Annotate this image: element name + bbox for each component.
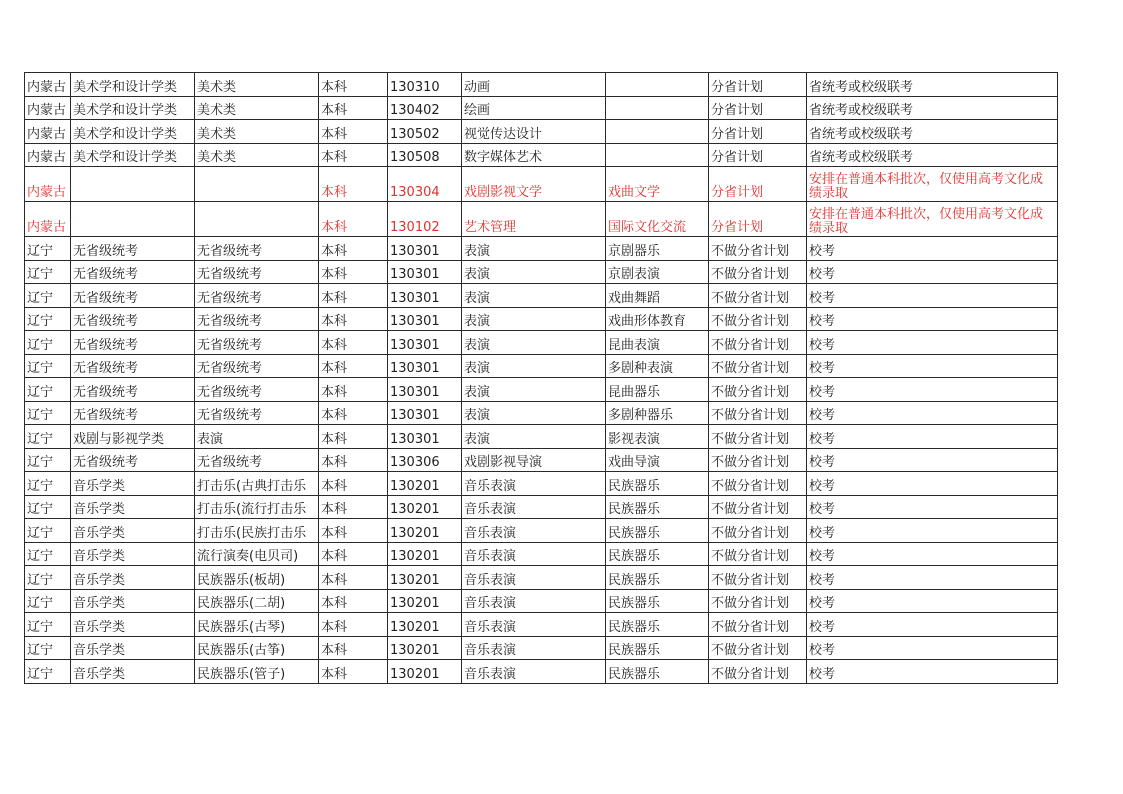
cell-direction[interactable]: 民族器乐 — [606, 660, 709, 684]
cell-direction[interactable]: 民族器乐 — [606, 472, 709, 496]
cell-major[interactable]: 艺术管理 — [462, 202, 606, 237]
cell-direction[interactable]: 戏曲文学 — [606, 167, 709, 202]
table-row — [25, 284, 1058, 308]
cell-exam[interactable]: 省统考或校级联考 — [807, 120, 1058, 144]
cell-level[interactable]: 本科 — [319, 260, 388, 284]
cell-exam[interactable]: 校考 — [807, 613, 1058, 637]
cell-province[interactable]: 辽宁 — [25, 378, 71, 402]
cell-direction[interactable]: 民族器乐 — [606, 519, 709, 543]
cell-plan[interactable]: 不做分省计划 — [709, 472, 807, 496]
cell-code[interactable]: 130508 — [388, 143, 462, 167]
cell-plan[interactable]: 不做分省计划 — [709, 660, 807, 684]
cell-level[interactable]: 本科 — [319, 660, 388, 684]
cell-level[interactable]: 本科 — [319, 96, 388, 120]
cell-exam[interactable]: 校考 — [807, 307, 1058, 331]
cell-major[interactable]: 视觉传达设计 — [462, 120, 606, 144]
cell-plan[interactable]: 分省计划 — [709, 202, 807, 237]
cell-subcategory[interactable]: 美术类 — [195, 143, 319, 167]
cell-level[interactable]: 本科 — [319, 284, 388, 308]
cell-major[interactable]: 表演 — [462, 307, 606, 331]
cell-exam[interactable]: 校考 — [807, 425, 1058, 449]
cell-major[interactable]: 戏剧影视文学 — [462, 167, 606, 202]
cell-code[interactable]: 130310 — [388, 73, 462, 97]
cell-code[interactable]: 130201 — [388, 472, 462, 496]
table-row — [25, 202, 1058, 237]
cell-major[interactable]: 表演 — [462, 401, 606, 425]
cell-plan[interactable]: 不做分省计划 — [709, 378, 807, 402]
table-row — [25, 331, 1058, 355]
cell-province[interactable]: 内蒙古 — [25, 96, 71, 120]
table-row — [25, 495, 1058, 519]
cell-exam[interactable]: 校考 — [807, 589, 1058, 613]
cell-category[interactable]: 音乐学类 — [71, 472, 195, 496]
cell-major[interactable]: 动画 — [462, 73, 606, 97]
cell-category[interactable]: 戏剧与影视学类 — [71, 425, 195, 449]
cell-level[interactable]: 本科 — [319, 401, 388, 425]
cell-code[interactable]: 130502 — [388, 120, 462, 144]
cell-subcategory[interactable]: 无省级统考 — [195, 378, 319, 402]
cell-plan[interactable]: 不做分省计划 — [709, 589, 807, 613]
cell-major[interactable]: 表演 — [462, 284, 606, 308]
cell-plan[interactable]: 不做分省计划 — [709, 613, 807, 637]
cell-plan[interactable]: 分省计划 — [709, 120, 807, 144]
cell-major[interactable]: 数字媒体艺术 — [462, 143, 606, 167]
cell-major[interactable]: 表演 — [462, 237, 606, 261]
cell-province[interactable]: 辽宁 — [25, 354, 71, 378]
cell-category[interactable] — [71, 167, 195, 202]
cell-exam[interactable]: 安排在普通本科批次，仅使用高考文化成绩录取 — [807, 167, 1058, 202]
table-row — [25, 566, 1058, 590]
cell-major[interactable]: 表演 — [462, 425, 606, 449]
cell-direction[interactable]: 民族器乐 — [606, 613, 709, 637]
cell-subcategory[interactable]: 打击乐(民族打击乐 — [195, 519, 319, 543]
cell-exam[interactable]: 安排在普通本科批次，仅使用高考文化成绩录取 — [807, 202, 1058, 237]
cell-exam[interactable]: 校考 — [807, 636, 1058, 660]
cell-subcategory[interactable]: 无省级统考 — [195, 260, 319, 284]
cell-code[interactable]: 130301 — [388, 237, 462, 261]
cell-category[interactable]: 音乐学类 — [71, 566, 195, 590]
cell-exam[interactable]: 校考 — [807, 237, 1058, 261]
cell-major[interactable]: 音乐表演 — [462, 519, 606, 543]
cell-province[interactable]: 辽宁 — [25, 331, 71, 355]
cell-plan[interactable]: 不做分省计划 — [709, 519, 807, 543]
cell-code[interactable]: 130306 — [388, 448, 462, 472]
cell-code[interactable]: 130301 — [388, 425, 462, 449]
cell-code[interactable]: 130301 — [388, 401, 462, 425]
cell-category[interactable]: 无省级统考 — [71, 378, 195, 402]
cell-level[interactable]: 本科 — [319, 495, 388, 519]
cell-category[interactable]: 美术学和设计学类 — [71, 96, 195, 120]
cell-major[interactable]: 音乐表演 — [462, 566, 606, 590]
cell-plan[interactable]: 不做分省计划 — [709, 354, 807, 378]
cell-exam[interactable]: 校考 — [807, 660, 1058, 684]
cell-subcategory[interactable]: 民族器乐(二胡) — [195, 589, 319, 613]
table-row — [25, 401, 1058, 425]
cell-direction[interactable] — [606, 73, 709, 97]
cell-direction[interactable]: 多剧种器乐 — [606, 401, 709, 425]
cell-subcategory[interactable]: 民族器乐(古琴) — [195, 613, 319, 637]
cell-plan[interactable]: 不做分省计划 — [709, 542, 807, 566]
cell-major[interactable]: 音乐表演 — [462, 636, 606, 660]
cell-plan[interactable]: 不做分省计划 — [709, 260, 807, 284]
cell-exam[interactable]: 校考 — [807, 260, 1058, 284]
table-body — [25, 73, 1058, 684]
cell-code[interactable]: 130201 — [388, 660, 462, 684]
cell-exam[interactable]: 校考 — [807, 378, 1058, 402]
table-row — [25, 519, 1058, 543]
cell-subcategory[interactable]: 无省级统考 — [195, 448, 319, 472]
cell-code[interactable]: 130304 — [388, 167, 462, 202]
cell-plan[interactable]: 不做分省计划 — [709, 425, 807, 449]
cell-subcategory[interactable]: 美术类 — [195, 96, 319, 120]
cell-plan[interactable]: 分省计划 — [709, 96, 807, 120]
cell-code[interactable]: 130201 — [388, 566, 462, 590]
cell-direction[interactable]: 昆曲表演 — [606, 331, 709, 355]
cell-category[interactable]: 音乐学类 — [71, 519, 195, 543]
cell-major[interactable]: 音乐表演 — [462, 542, 606, 566]
cell-direction[interactable]: 京剧器乐 — [606, 237, 709, 261]
cell-category[interactable]: 无省级统考 — [71, 331, 195, 355]
cell-plan[interactable]: 分省计划 — [709, 143, 807, 167]
table-row — [25, 260, 1058, 284]
cell-province[interactable]: 辽宁 — [25, 566, 71, 590]
cell-exam[interactable]: 省统考或校级联考 — [807, 143, 1058, 167]
cell-subcategory[interactable]: 无省级统考 — [195, 307, 319, 331]
cell-level[interactable]: 本科 — [319, 143, 388, 167]
table-row — [25, 660, 1058, 684]
cell-plan[interactable]: 不做分省计划 — [709, 448, 807, 472]
cell-code[interactable]: 130201 — [388, 589, 462, 613]
cell-exam[interactable]: 校考 — [807, 331, 1058, 355]
cell-province[interactable]: 辽宁 — [25, 472, 71, 496]
cell-category[interactable]: 美术学和设计学类 — [71, 143, 195, 167]
cell-subcategory[interactable]: 打击乐(流行打击乐 — [195, 495, 319, 519]
cell-plan[interactable]: 不做分省计划 — [709, 331, 807, 355]
cell-code[interactable]: 130301 — [388, 307, 462, 331]
table-row — [25, 307, 1058, 331]
cell-level[interactable]: 本科 — [319, 425, 388, 449]
cell-direction[interactable]: 多剧种表演 — [606, 354, 709, 378]
cell-level[interactable]: 本科 — [319, 519, 388, 543]
cell-category[interactable]: 音乐学类 — [71, 636, 195, 660]
cell-direction[interactable]: 民族器乐 — [606, 566, 709, 590]
cell-code[interactable]: 130402 — [388, 96, 462, 120]
cell-subcategory[interactable]: 美术类 — [195, 73, 319, 97]
cell-level[interactable]: 本科 — [319, 542, 388, 566]
table-row — [25, 589, 1058, 613]
cell-category[interactable]: 音乐学类 — [71, 613, 195, 637]
cell-category[interactable]: 音乐学类 — [71, 660, 195, 684]
cell-province[interactable]: 内蒙古 — [25, 120, 71, 144]
cell-province[interactable]: 辽宁 — [25, 519, 71, 543]
table-row — [25, 167, 1058, 202]
table-row — [25, 73, 1058, 97]
cell-direction[interactable]: 戏曲形体教育 — [606, 307, 709, 331]
cell-province[interactable]: 辽宁 — [25, 495, 71, 519]
cell-province[interactable]: 辽宁 — [25, 260, 71, 284]
cell-plan[interactable]: 不做分省计划 — [709, 237, 807, 261]
cell-province[interactable]: 内蒙古 — [25, 143, 71, 167]
cell-category[interactable]: 音乐学类 — [71, 589, 195, 613]
cell-level[interactable]: 本科 — [319, 448, 388, 472]
cell-direction[interactable]: 京剧表演 — [606, 260, 709, 284]
cell-exam[interactable]: 省统考或校级联考 — [807, 73, 1058, 97]
cell-level[interactable]: 本科 — [319, 354, 388, 378]
cell-code[interactable]: 130201 — [388, 613, 462, 637]
cell-level[interactable]: 本科 — [319, 589, 388, 613]
cell-major[interactable]: 戏剧影视导演 — [462, 448, 606, 472]
table-row — [25, 542, 1058, 566]
cell-subcategory[interactable]: 表演 — [195, 425, 319, 449]
cell-level[interactable]: 本科 — [319, 636, 388, 660]
cell-province[interactable]: 辽宁 — [25, 425, 71, 449]
table-row — [25, 636, 1058, 660]
table-row — [25, 448, 1058, 472]
table-row — [25, 613, 1058, 637]
cell-category[interactable]: 音乐学类 — [71, 495, 195, 519]
table-row — [25, 120, 1058, 144]
cell-exam[interactable]: 校考 — [807, 354, 1058, 378]
cell-code[interactable]: 130301 — [388, 331, 462, 355]
cell-direction[interactable]: 民族器乐 — [606, 636, 709, 660]
cell-plan[interactable]: 分省计划 — [709, 73, 807, 97]
cell-subcategory[interactable]: 打击乐(古典打击乐 — [195, 472, 319, 496]
table-row — [25, 378, 1058, 402]
table-row — [25, 237, 1058, 261]
cell-subcategory[interactable] — [195, 167, 319, 202]
cell-plan[interactable]: 不做分省计划 — [709, 636, 807, 660]
cell-direction[interactable]: 影视表演 — [606, 425, 709, 449]
cell-code[interactable]: 130201 — [388, 636, 462, 660]
cell-category[interactable]: 无省级统考 — [71, 354, 195, 378]
cell-code[interactable]: 130201 — [388, 542, 462, 566]
cell-level[interactable]: 本科 — [319, 472, 388, 496]
cell-level[interactable]: 本科 — [319, 307, 388, 331]
cell-subcategory[interactable]: 民族器乐(古筝) — [195, 636, 319, 660]
cell-province[interactable]: 内蒙古 — [25, 167, 71, 202]
cell-major[interactable]: 绘画 — [462, 96, 606, 120]
cell-direction[interactable]: 民族器乐 — [606, 589, 709, 613]
cell-plan[interactable]: 分省计划 — [709, 167, 807, 202]
cell-code[interactable]: 130102 — [388, 202, 462, 237]
table-row — [25, 96, 1058, 120]
cell-exam[interactable]: 校考 — [807, 542, 1058, 566]
cell-direction[interactable]: 戏曲导演 — [606, 448, 709, 472]
cell-exam[interactable]: 校考 — [807, 472, 1058, 496]
cell-plan[interactable]: 不做分省计划 — [709, 401, 807, 425]
cell-code[interactable]: 130301 — [388, 354, 462, 378]
cell-level[interactable]: 本科 — [319, 566, 388, 590]
cell-province[interactable]: 辽宁 — [25, 613, 71, 637]
cell-category[interactable]: 无省级统考 — [71, 448, 195, 472]
cell-direction[interactable]: 戏曲舞蹈 — [606, 284, 709, 308]
cell-exam[interactable]: 校考 — [807, 448, 1058, 472]
cell-category[interactable]: 无省级统考 — [71, 260, 195, 284]
cell-plan[interactable]: 不做分省计划 — [709, 284, 807, 308]
cell-major[interactable]: 表演 — [462, 260, 606, 284]
cell-province[interactable]: 辽宁 — [25, 307, 71, 331]
cell-code[interactable]: 130301 — [388, 284, 462, 308]
cell-province[interactable]: 辽宁 — [25, 401, 71, 425]
cell-exam[interactable]: 校考 — [807, 495, 1058, 519]
cell-exam[interactable]: 校考 — [807, 401, 1058, 425]
cell-subcategory[interactable]: 流行演奏(电贝司) — [195, 542, 319, 566]
cell-subcategory[interactable]: 美术类 — [195, 120, 319, 144]
cell-subcategory[interactable] — [195, 202, 319, 237]
cell-level[interactable]: 本科 — [319, 167, 388, 202]
cell-level[interactable]: 本科 — [319, 378, 388, 402]
cell-major[interactable]: 表演 — [462, 331, 606, 355]
cell-plan[interactable]: 不做分省计划 — [709, 495, 807, 519]
cell-level[interactable]: 本科 — [319, 331, 388, 355]
cell-direction[interactable]: 民族器乐 — [606, 495, 709, 519]
cell-category[interactable]: 无省级统考 — [71, 237, 195, 261]
cell-direction[interactable]: 国际文化交流 — [606, 202, 709, 237]
cell-province[interactable]: 辽宁 — [25, 542, 71, 566]
cell-code[interactable]: 130301 — [388, 378, 462, 402]
cell-subcategory[interactable]: 无省级统考 — [195, 284, 319, 308]
cell-category[interactable]: 无省级统考 — [71, 284, 195, 308]
cell-level[interactable]: 本科 — [319, 120, 388, 144]
cell-major[interactable]: 音乐表演 — [462, 589, 606, 613]
cell-major[interactable]: 表演 — [462, 378, 606, 402]
cell-province[interactable]: 内蒙古 — [25, 73, 71, 97]
cell-province[interactable]: 辽宁 — [25, 589, 71, 613]
cell-code[interactable]: 130201 — [388, 495, 462, 519]
cell-major[interactable]: 表演 — [462, 354, 606, 378]
cell-exam[interactable]: 省统考或校级联考 — [807, 96, 1058, 120]
cell-plan[interactable]: 不做分省计划 — [709, 566, 807, 590]
cell-province[interactable]: 辽宁 — [25, 284, 71, 308]
cell-code[interactable]: 130301 — [388, 260, 462, 284]
cell-level[interactable]: 本科 — [319, 73, 388, 97]
table-row — [25, 425, 1058, 449]
cell-category[interactable]: 无省级统考 — [71, 401, 195, 425]
table-row — [25, 143, 1058, 167]
cell-subcategory[interactable]: 民族器乐(板胡) — [195, 566, 319, 590]
cell-province[interactable]: 辽宁 — [25, 636, 71, 660]
cell-category[interactable] — [71, 202, 195, 237]
cell-category[interactable]: 音乐学类 — [71, 542, 195, 566]
cell-province[interactable]: 辽宁 — [25, 448, 71, 472]
cell-category[interactable]: 美术学和设计学类 — [71, 120, 195, 144]
cell-direction[interactable] — [606, 143, 709, 167]
cell-exam[interactable]: 校考 — [807, 519, 1058, 543]
cell-major[interactable]: 音乐表演 — [462, 660, 606, 684]
admissions-table — [24, 72, 1058, 684]
table-row — [25, 472, 1058, 496]
cell-level[interactable]: 本科 — [319, 237, 388, 261]
cell-subcategory[interactable]: 无省级统考 — [195, 331, 319, 355]
table-row — [25, 354, 1058, 378]
cell-major[interactable]: 音乐表演 — [462, 472, 606, 496]
cell-direction[interactable]: 昆曲器乐 — [606, 378, 709, 402]
cell-category[interactable]: 无省级统考 — [71, 307, 195, 331]
cell-major[interactable]: 音乐表演 — [462, 495, 606, 519]
cell-plan[interactable]: 不做分省计划 — [709, 307, 807, 331]
cell-direction[interactable]: 民族器乐 — [606, 542, 709, 566]
cell-category[interactable]: 美术学和设计学类 — [71, 73, 195, 97]
cell-subcategory[interactable]: 无省级统考 — [195, 401, 319, 425]
cell-exam[interactable]: 校考 — [807, 566, 1058, 590]
cell-code[interactable]: 130201 — [388, 519, 462, 543]
cell-province[interactable]: 辽宁 — [25, 237, 71, 261]
cell-level[interactable]: 本科 — [319, 202, 388, 237]
cell-subcategory[interactable]: 无省级统考 — [195, 354, 319, 378]
cell-province[interactable]: 内蒙古 — [25, 202, 71, 237]
cell-subcategory[interactable]: 无省级统考 — [195, 237, 319, 261]
cell-direction[interactable] — [606, 120, 709, 144]
cell-direction[interactable] — [606, 96, 709, 120]
cell-subcategory[interactable]: 民族器乐(管子) — [195, 660, 319, 684]
cell-province[interactable]: 辽宁 — [25, 660, 71, 684]
cell-major[interactable]: 音乐表演 — [462, 613, 606, 637]
cell-level[interactable]: 本科 — [319, 613, 388, 637]
cell-exam[interactable]: 校考 — [807, 284, 1058, 308]
